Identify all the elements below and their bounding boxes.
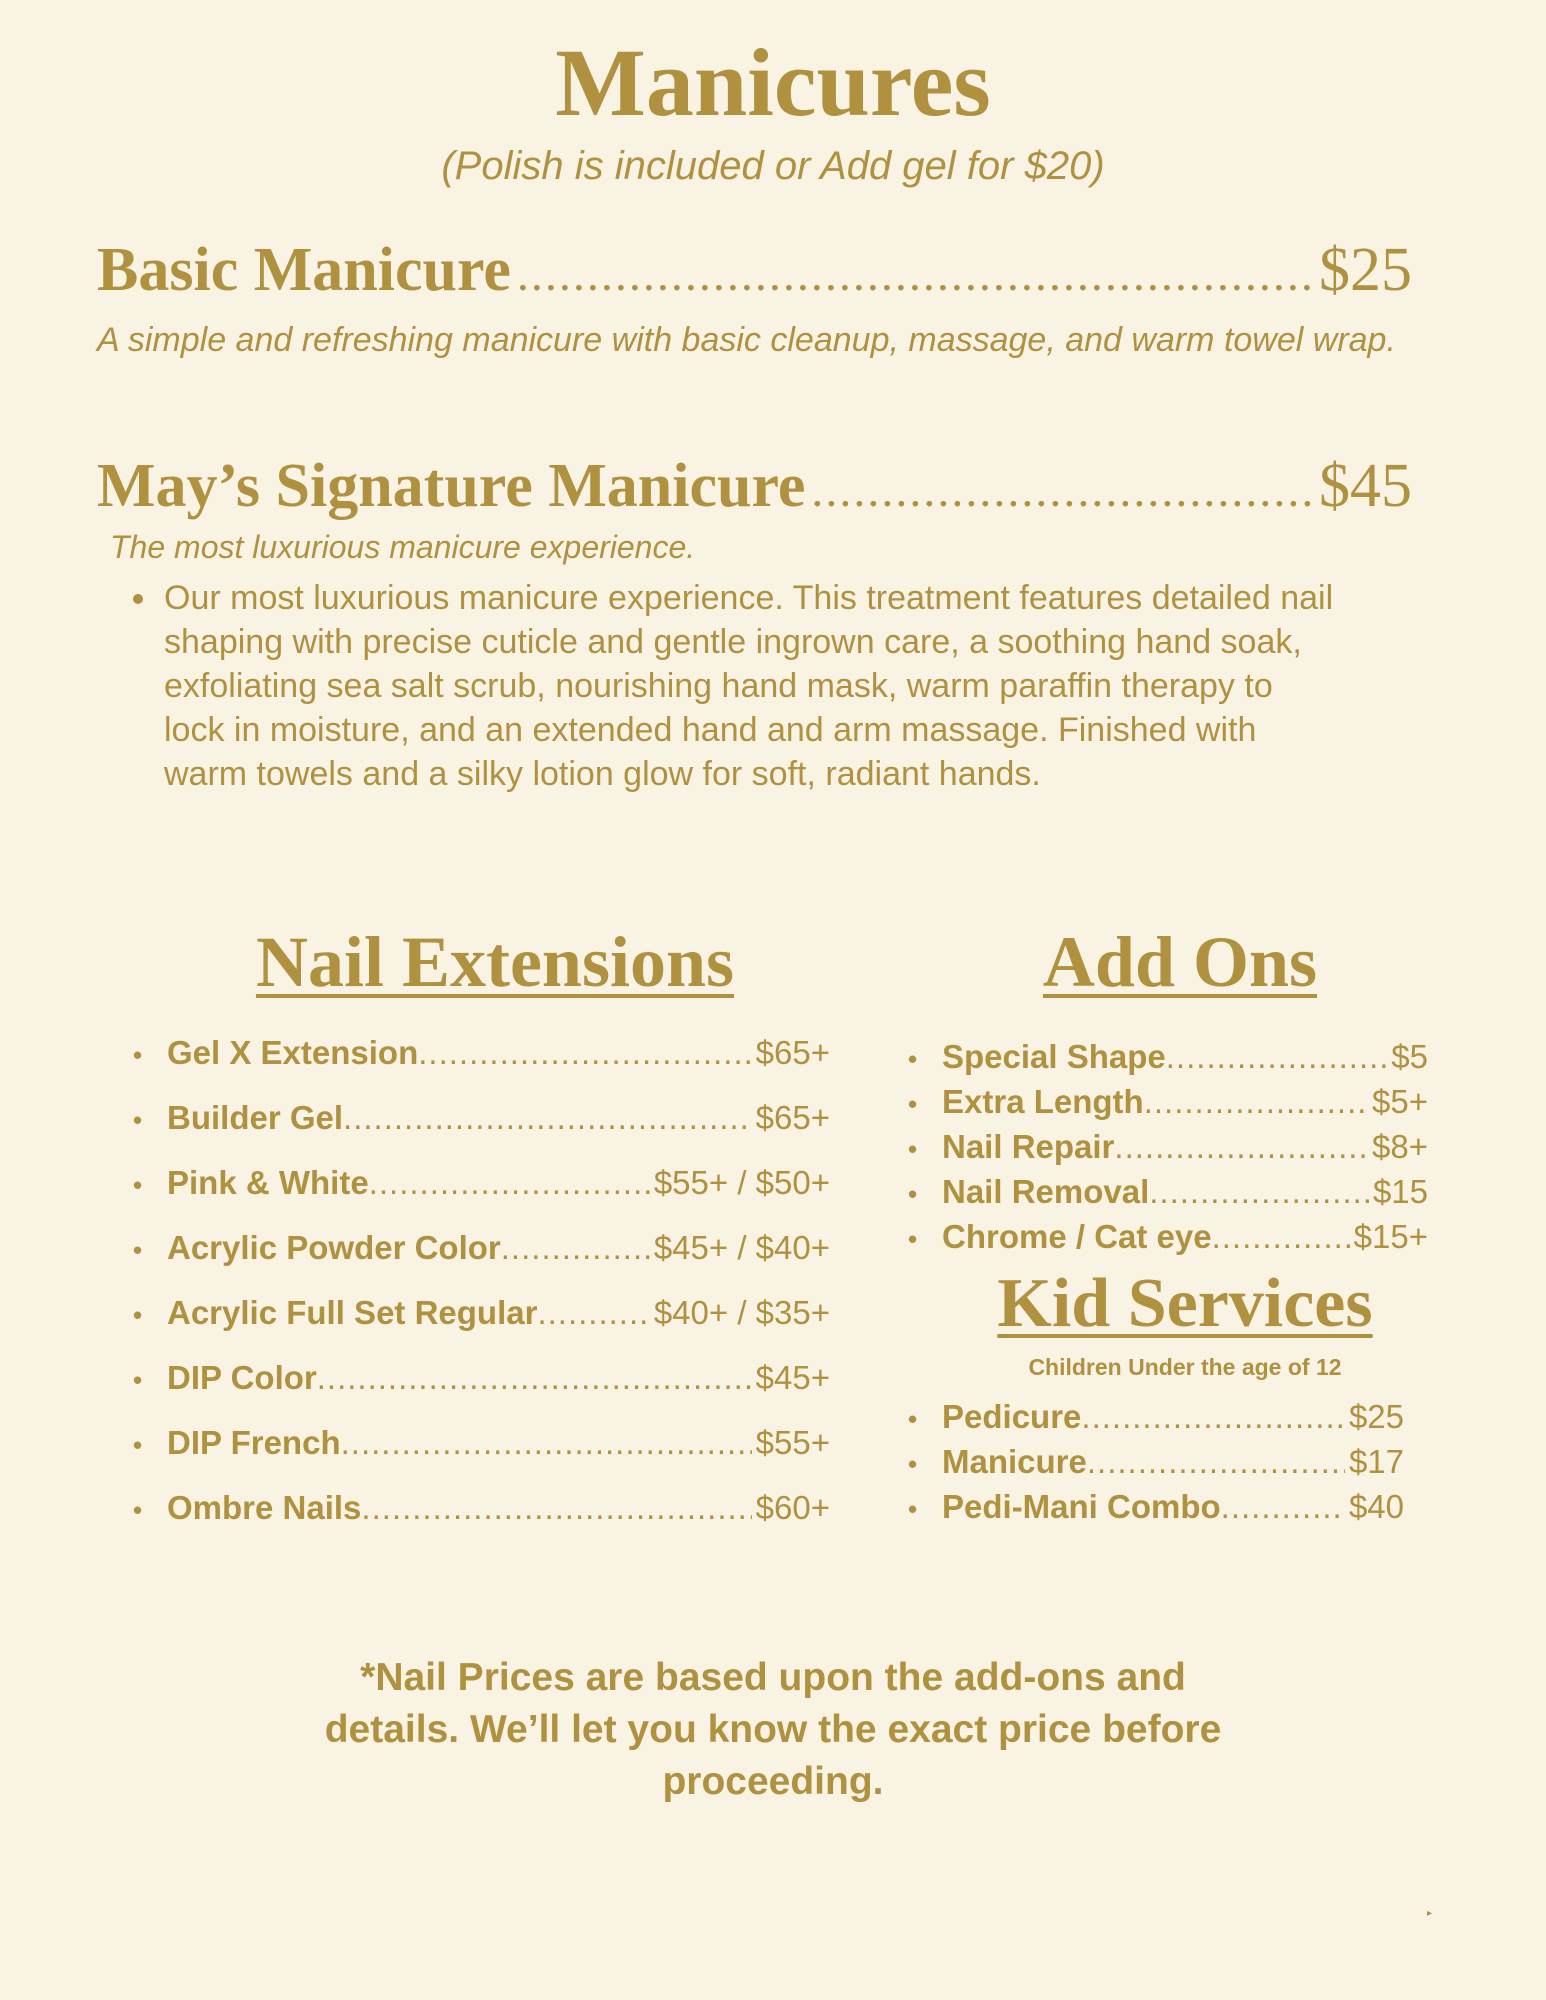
item-price: $65+	[755, 1034, 830, 1071]
item-name: Chrome / Cat eye	[942, 1218, 1212, 1255]
leader-dots	[501, 1227, 650, 1269]
bullet-icon: •	[133, 1105, 143, 1135]
bullet-icon: •	[133, 1170, 143, 1200]
signature-details-item: • Our most luxurious manicure experience. This treatment features detailed nail shaping with precise cuticle and gentle ingrown care, a soothing hand soak, exfoliating sea salt scrub, nourishing hand mask, warm paraffin therapy to lock in moisture, and an extended hand and arm massage. Finished with warm towels and a silky lotion glow for soft, radiant hands.	[160, 576, 1340, 796]
item-name: DIP French	[167, 1424, 341, 1461]
leader-dots	[361, 1487, 751, 1529]
item-name: Special Shape	[942, 1038, 1166, 1075]
item-price: $45+ / $40+	[653, 1229, 830, 1266]
leader-dots	[1087, 1441, 1345, 1483]
item-name: Ombre Nails	[167, 1489, 362, 1526]
add-ons-title: Add Ons	[1042, 922, 1318, 1002]
basic-manicure-description: A simple and refreshing manicure with basic cleanup, massage, and warm towel wrap.	[97, 321, 1396, 359]
leader-dots	[517, 235, 1313, 315]
item-price: $17	[1348, 1443, 1404, 1480]
leader-dots	[1221, 1486, 1345, 1528]
signature-manicure-name: May’s Signature Manicure	[97, 452, 806, 520]
signature-manicure-row	[97, 446, 1412, 531]
item-name: Pedicure	[942, 1398, 1082, 1435]
item-name: DIP Color	[167, 1359, 317, 1396]
item-name: Nail Removal	[942, 1173, 1150, 1210]
signature-manicure-price: $45	[1319, 452, 1412, 520]
leader-dots	[1144, 1081, 1368, 1123]
leader-dots	[537, 1292, 649, 1334]
item-name: Pink & White	[167, 1164, 369, 1201]
price-list-item	[133, 1422, 830, 1487]
leader-dots	[418, 1032, 751, 1074]
signature-manicure-subtitle: The most luxurious manicure experience.	[110, 529, 696, 565]
bullet-icon: •	[133, 1495, 143, 1525]
price-list-item	[908, 1081, 1428, 1126]
item-price: $65+	[755, 1099, 830, 1136]
item-price: $45+	[755, 1359, 830, 1396]
price-list-item	[908, 1486, 1404, 1531]
leader-dots	[1212, 1216, 1350, 1258]
item-price: $5	[1391, 1038, 1428, 1075]
kid-services-list	[908, 1396, 1404, 1531]
item-price: $15+	[1353, 1218, 1428, 1255]
leader-dots	[1149, 1171, 1369, 1213]
basic-manicure-row	[97, 230, 1412, 315]
bullet-icon: •	[908, 1224, 918, 1254]
bullet-icon: •	[908, 1044, 918, 1074]
item-name: Builder Gel	[167, 1099, 344, 1136]
bullet-icon: •	[908, 1494, 918, 1524]
bullet-icon: •	[908, 1134, 918, 1164]
pricing-disclaimer: *Nail Prices are based upon the add-ons and details. We’ll let you know the exact price before proceeding.	[324, 1656, 1222, 1803]
price-list-item	[133, 1292, 830, 1357]
item-name: Nail Repair	[942, 1128, 1115, 1165]
price-list-item	[133, 1487, 830, 1552]
price-list-item	[908, 1216, 1428, 1261]
gel-note: (Polish is included or Add gel for $20)	[441, 144, 1105, 188]
item-name: Acrylic Powder Color	[167, 1229, 501, 1266]
add-ons-list	[908, 1036, 1428, 1261]
nail-extensions-title: Nail Extensions	[255, 922, 735, 1002]
signature-manicure-details	[110, 576, 1340, 796]
kid-services-note: Children Under the age of 12	[1028, 1354, 1342, 1380]
price-list-item	[133, 1357, 830, 1422]
page-title: Manicures	[555, 29, 991, 136]
leader-dots	[811, 451, 1313, 531]
price-list-item	[908, 1441, 1404, 1486]
kid-services-title: Kid Services	[997, 1265, 1373, 1342]
price-list-item	[133, 1162, 830, 1227]
bullet-icon: •	[908, 1449, 918, 1479]
bullet-icon: •	[133, 1235, 143, 1265]
basic-manicure-price: $25	[1319, 236, 1412, 304]
price-list-item	[908, 1396, 1404, 1441]
item-name: Manicure	[942, 1443, 1087, 1480]
item-price: $40	[1348, 1488, 1404, 1525]
item-price: $25	[1348, 1398, 1404, 1435]
item-name: Acrylic Full Set Regular	[167, 1294, 538, 1331]
item-price: $55+	[755, 1424, 830, 1461]
price-list-item	[133, 1227, 830, 1292]
corner-mark: ▸	[1427, 1908, 1433, 1919]
nail-extensions-list	[133, 1032, 830, 1552]
leader-dots	[341, 1422, 752, 1464]
bullet-icon: •	[908, 1404, 918, 1434]
item-price: $5+	[1372, 1083, 1428, 1120]
basic-manicure-name: Basic Manicure	[97, 236, 511, 304]
item-price: $40+ / $35+	[653, 1294, 830, 1331]
item-price: $60+	[755, 1489, 830, 1526]
price-list-item	[133, 1032, 830, 1097]
leader-dots	[1081, 1396, 1345, 1438]
price-list-item	[908, 1126, 1428, 1171]
bullet-icon: •	[133, 1040, 143, 1070]
bullet-icon: •	[908, 1089, 918, 1119]
item-price: $15	[1372, 1173, 1428, 1210]
price-list-item	[908, 1036, 1428, 1081]
leader-dots	[1114, 1126, 1368, 1168]
leader-dots	[343, 1097, 752, 1139]
bullet-icon: •	[908, 1179, 918, 1209]
bullet-icon: •	[133, 1300, 143, 1330]
bullet-icon: •	[133, 1365, 143, 1395]
item-name: Gel X Extension	[167, 1034, 419, 1071]
price-list-item	[133, 1097, 830, 1162]
price-list-item	[908, 1171, 1428, 1216]
item-price: $55+ / $50+	[653, 1164, 830, 1201]
item-price: $8+	[1372, 1128, 1428, 1165]
item-name: Pedi-Mani Combo	[942, 1488, 1221, 1525]
item-name: Extra Length	[942, 1083, 1144, 1120]
leader-dots	[369, 1162, 650, 1204]
leader-dots	[1166, 1036, 1388, 1078]
bullet-icon: •	[133, 1430, 143, 1460]
leader-dots	[317, 1357, 752, 1399]
